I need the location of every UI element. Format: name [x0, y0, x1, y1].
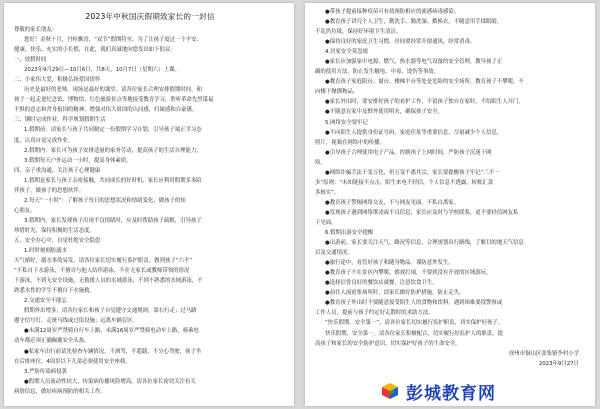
letter-line: 动车都必须正确佩戴安全头盔。: [14, 338, 90, 345]
letter-line: 2.交通安全不能忘: [24, 298, 67, 305]
letter-body-left: [14, 25, 286, 397]
letter-line: ●出游前，家长要关注天气、路况等信息，合理规划出行路线，了解目的地天气信息: [325, 240, 524, 247]
letter-line: 孩子一起走进纪念馆、博物馆、红色旅游景点等地接受教育学习，聆听革命先烈谋福: [14, 97, 214, 104]
letter-line: ●不向陌生人提供身份证号码，家庭住址等重要信息，尽量减少个人信息，: [325, 129, 503, 136]
letter-line: 不惧的意志和舍身报国的精神，增强对伟大祖国的认同感，归属感和自豪感。: [14, 107, 198, 114]
letter-line: 您好！金秋十月，丹桂飘香，“双节”假期将至，为了让孩子度过一个平安、: [24, 37, 203, 44]
letter-line: ●未满12周岁严禁骑自行车上路，未满16周岁严禁骑电动车上路，骑乘电: [24, 328, 199, 335]
letter-line: 心朋友。: [14, 207, 36, 214]
letter-line: 确的使用方法，防止发生触电、中毒、烫伤等事故。: [315, 69, 439, 76]
letter-line: 假期外出增多，请各位家长和孩子自觉遵守交通规则，靠右行走；过马路: [24, 308, 197, 315]
letter-line: 2023年9月29日—10月6日，共8天，10月7日（星期六）上课。: [24, 67, 180, 74]
letter-line: 历史是最好的老师，现场是最好的课堂。请各位家长合理安排假期时间，和: [24, 87, 202, 94]
letter-line: ●教育孩子警惕网络交友，不与网友见面，不私自离家。: [325, 199, 460, 206]
letter-line: 5.网络安全要牢记: [325, 119, 368, 126]
letter-line: 3.假期每天户外运动一小时，提高身体素质。: [24, 157, 132, 164]
letter-line: 以及交通情况。: [315, 250, 353, 257]
letter-line: 4.居家安全莫忽视: [325, 49, 368, 56]
letter-line: 3.假期内，家长发现孩子出现不良情绪时，应及时帮助孩子疏解，引导孩子: [24, 217, 202, 224]
watermark-text: 彭城教育网: [406, 383, 496, 404]
letter-line: 伴孩子，做孩子的思想伙伴。: [14, 187, 85, 194]
letter-line: ●选择信誉良好的餐饮店就餐，注意饮食卫生。: [325, 280, 438, 287]
letter-line: 度，认真自觉完成作业。: [14, 137, 74, 144]
letter-line: ●假期人员流动性较大，传染病传播风险增高，请各位家长密切关注有关: [24, 378, 196, 385]
letter-line: 五、安全存心中，自觉杜绝安全隐患: [14, 237, 101, 244]
letter-line: 多核实”。: [315, 189, 340, 196]
letter-line: 1.时时刻刻防溺水: [24, 248, 67, 255]
book-logo-icon: [380, 381, 400, 401]
letter-line: 1.假期是家长与孩子亲密接触，共同成长的好时机，家长应利用假期多多陪: [24, 177, 202, 184]
letter-line: 健康、快乐、充实的小长假，在此，我们真诚地向您发出如下倡议：: [14, 47, 176, 54]
letter-line: ●引导孩子合理使用电子产品，控制孩子上网时间，严防孩子沉迷于网: [325, 149, 492, 156]
letter-line: “快乐假期，安全第一”，请各位家长切实履行监护职责，切实保护好孩子。: [325, 320, 504, 327]
letter-line: ●教育孩子外出时不要随意接受陌生人的食物和饮料，遇到困难要找警察或: [325, 300, 503, 307]
letter-line: 快乐假期，安全第一。请各位家长积极配合，切实履行好监护人的职责，提: [325, 330, 503, 337]
watermark-logo: [380, 379, 580, 403]
letter-line: ●不随意在家中及野外使用明火，确保孩子安全。: [325, 109, 443, 116]
letter-line: 天气晴好，溺水事故易发，请各位家长切实履行监护职责，做到孩子“六不”: [14, 258, 193, 265]
letter-line: 熟悉水性的学生不擅自下水施救。: [14, 288, 95, 295]
letter-line: ●私家车出行前请先检查车辆情况，不酒驾，不超载，不分心驾驶，孩子坐: [24, 348, 202, 355]
letter-line: 在后排座位，4周岁以下儿童必须使用安全座椅。: [14, 358, 131, 365]
letter-line: ●保持良好的家庭卫生习惯，房间要经常开窗通风，经常消毒。: [325, 39, 476, 46]
letter-line: 高孩子和家长的安全防护意识，切实保护好孩子的生命安全。: [315, 340, 461, 347]
letter-line: 遵守信号灯，走斑马线或过街设施；远离车辆盲区。: [14, 318, 138, 325]
letter-line: 四、亲子重沟通，关注孩子心理健康: [14, 167, 101, 174]
letter-line: 工作人员，提前与孩子约定好走散时的求助方法。: [315, 310, 434, 317]
letter-line: ●家长应加强家中电源、燃气、热水器等电气设备的安全管理，教导孩子正: [325, 59, 503, 66]
letter-line: 二、小家伟大爱，积极弘扬爱国情怀: [14, 77, 101, 84]
letter-line: 尊敬的家长朋友：: [14, 27, 58, 33]
letter-line: ●教育孩子讲究个人卫生，勤洗手、勤洗澡、勤换衣，不随意用手揉眼睛，: [325, 19, 503, 26]
letter-line: ●家长外出时，要安排好孩子的看护工作，不留孩子独自在家时，不给陌生人开门。: [325, 99, 524, 106]
letter-line: 多”原则：“未知链接不点击，陌生来电不轻信，个人信息不透露，转账汇款: [315, 179, 494, 186]
letter-line: ●前往人流密集场所时，请家长做好防护措施，防止走失。: [325, 290, 465, 297]
letter-line: 不乱扔垃圾，保持好环境卫生清洁。: [315, 29, 402, 36]
letter-page-left: [4, 3, 294, 406]
letter-line: “不私自下水游泳，不擅自与他人结伴游泳，不在无家长或教师带领的情况: [14, 268, 190, 275]
letter-line: 络。: [315, 159, 326, 166]
letter-page-right: [305, 3, 595, 406]
letter-line: ●教育孩子家庭阳台、窗台、楼梯平台等处是危险的安全场所，教育孩子不攀爬，不: [325, 79, 524, 86]
letter-line: ●旅行途中，看管好孩子和随身物品，谨防意外发生。: [325, 260, 454, 267]
letter-line: 病情信息，做好疾病预防的相关工作。: [14, 388, 106, 395]
letter-line: 一、放假时间: [14, 57, 47, 64]
letter-line: ●网络诈骗手法千变万化，但万变不离其宗，家长要提醒孩子牢记“三不一: [325, 169, 500, 176]
letter-line: 下游泳，不到无安全设施、无救援人员的水域游泳，不到不熟悉的水域游泳，不: [14, 278, 203, 285]
letter-line: 向楼下抛掷物品。: [315, 89, 359, 96]
letter-line: 下见面。: [315, 219, 337, 226]
letter-title: 2023年中秋国庆假期致家长的一封信: [85, 12, 215, 21]
letter-line: 6.假期出游安全提醒: [325, 230, 374, 237]
letter-line: ●发现孩子遇到网络欺凌或不良信息，家长应及时与学校联系，更不要轻信网友私: [325, 209, 519, 216]
letter-line: 三、钢时完成作业，科学规划假期生活: [14, 117, 106, 124]
letter-line: 1.假期前：请家长与孩子共同制定一份假期学习计划，引导孩子端正学习态: [24, 127, 202, 134]
letter-line: 2.每天“一小时”：了解孩子每日的思想状况和情绪变化，做孩子的知: [24, 197, 186, 204]
letter-line: ●带孩子提前接种疫苗可有效预防相应的流感病毒感染。: [325, 9, 460, 15]
letter-line: 3.严防传染病侵袭: [24, 368, 67, 375]
letter-line: 2.假期内：家长可为孩子安排适量的家务劳动，提高孩子的生活自理能力。: [24, 147, 202, 154]
letter-line: 照片，视频在网络中的传播。: [315, 139, 386, 146]
letter-body-right: [315, 7, 587, 369]
letter-line: 2023年9月27日: [538, 360, 579, 367]
letter-line: ●教育孩子不在景区内攀爬、嬉戏打闹，不要到没有开放的区域游玩。: [325, 270, 492, 277]
letter-line: 徐州市铜山区张集镇李村小学: [508, 350, 579, 357]
letter-line: 珍惜时光，保持积极的生活态度。: [14, 227, 95, 234]
